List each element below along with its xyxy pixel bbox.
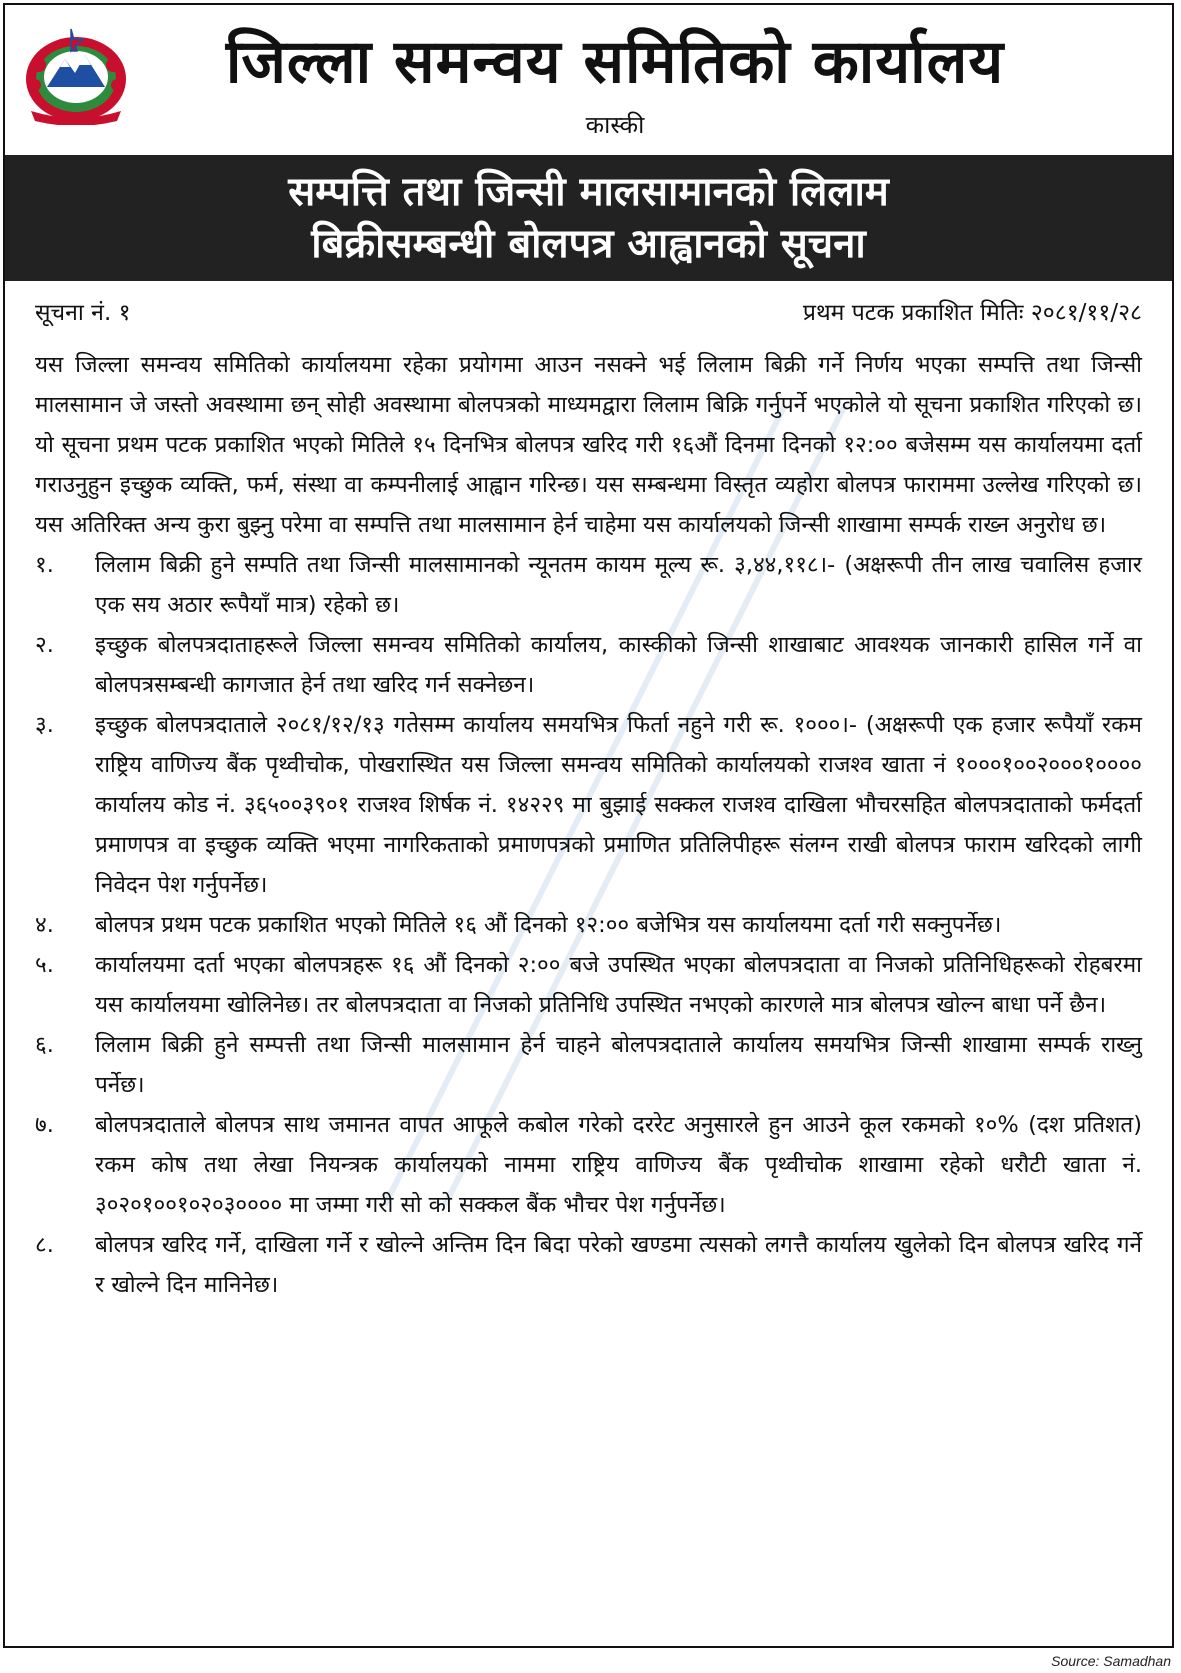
- item-number: ५.: [35, 952, 54, 978]
- source-credit: Source: Samadhan: [1051, 1653, 1171, 1669]
- notice-body: [35, 345, 1142, 1305]
- item-number: १.: [35, 552, 54, 578]
- notice-number: सूचना नं. १: [35, 300, 131, 326]
- item-text: लिलाम बिक्री हुने सम्पति तथा जिन्सी मालसामानको न्यूनतम कायम मूल्य रू. ३,४४,११८।- (अक्षरूपी तीन लाख चवालिस हजार एक सय अठार रूपैयाँ मात्र) रहेको छ।: [95, 552, 1142, 618]
- item-number: ३.: [35, 712, 54, 738]
- item-text: इच्छुक बोलपत्रदाताले २०८१/१२/१३ गतेसम्म कार्यालय समयभित्र फिर्ता नहुने गरी रू. १०००।- (अक्षरूपी एक हजार रूपैयाँ रकम राष्ट्रिय वाणिज्य बैंक पृथ्वीचोक, पोखरास्थित यस जिल्ला समन्वय समितिको कार्यालयको राजश्व खाता नं १०००१००२०००१०००० कार्यालय कोड नं. ३६५००३९०१ राजश्व शिर्षक नं. १४२२९ मा बुझाई सक्कल राजश्व दाखिला भौचरसहित बोलपत्रदाताको फर्मदर्ता प्रमाणपत्र वा इच्छुक व्यक्ति भएमा नागरिकताको प्रमाणपत्रको प्रमाणित प्रतिलिपीहरू संलग्न राखी बोलपत्र फाराम खरिदको लागी निवेदन पेश गर्नुपर्नेछ।: [95, 712, 1142, 898]
- banner-line-1: सम्पत्ति तथा जिन्सी मालसामानको लिलाम: [288, 169, 889, 215]
- list-item: [35, 1225, 1142, 1305]
- list-item: [35, 1025, 1142, 1105]
- list-item: [35, 625, 1142, 705]
- notice-banner: [5, 155, 1172, 281]
- item-text: बोलपत्र खरिद गर्ने, दाखिला गर्ने र खोल्ने अन्तिम दिन बिदा परेको खण्डमा त्यसको लगत्तै कार्यालय खुलेको दिन बोलपत्र खरिद गर्ने र खोल्ने दिन मानिनेछ।: [95, 1232, 1142, 1298]
- list-item: [35, 1105, 1142, 1225]
- item-text: लिलाम बिक्री हुने सम्पत्ती तथा जिन्सी मालसामान हेर्न चाहने बोलपत्रदाताले कार्यालय समयभित्र जिन्सी शाखामा सम्पर्क राख्नु पर्नेछ।: [95, 1032, 1142, 1098]
- notice-frame: [3, 3, 1174, 1648]
- list-item: [35, 705, 1142, 905]
- item-text: बोलपत्रदाताले बोलपत्र साथ जमानत वापत आफूले कबोल गरेको दररेट अनुसारले हुन आउने कूल रकमको १०% (दश प्रतिशत) रकम कोष तथा लेखा नियन्त्रक कार्यालयको नाममा राष्ट्रिय वाणिज्य बैंक पृथ्वीचोक शाखामा रहेको धरौटी खाता नं. ३०२०१००१०२०३०००० मा जम्मा गरी सो को सक्कल बैंक भौचर पेश गर्नुपर्नेछ।: [95, 1112, 1142, 1218]
- publish-date: प्रथम पटक प्रकाशित मितिः २०८१/११/२८: [802, 300, 1142, 326]
- item-text: बोलपत्र प्रथम पटक प्रकाशित भएको मितिले १६ औं दिनको १२:०० बजेभित्र यस कार्यालयमा दर्ता गरी सक्नुपर्नेछ।: [95, 912, 1002, 938]
- item-number: २.: [35, 632, 54, 658]
- condition-list: [35, 545, 1142, 1305]
- header: [5, 5, 1172, 153]
- office-title: जिल्ला समन्वय समितिको कार्यालय: [225, 27, 1005, 97]
- notice-meta: [35, 295, 1142, 327]
- list-item: [35, 905, 1142, 945]
- item-text: कार्यालयमा दर्ता भएका बोलपत्रहरू १६ औं दिनको २:०० बजे उपस्थित भएका बोलपत्रदाता वा निजको प्रतिनिधिहरूको रोहबरमा यस कार्यालयमा खोलिनेछ। तर बोलपत्रदाता वा निजको प्रतिनिधि उपस्थित नभएको कारणले मात्र बोलपत्र खोल्न बाधा पर्ने छैन।: [95, 952, 1142, 1018]
- list-item: [35, 945, 1142, 1025]
- intro-paragraph: यस जिल्ला समन्वय समितिको कार्यालयमा रहेका प्रयोगमा आउन नसक्ने भई लिलाम बिक्री गर्ने निर्णय भएका सम्पत्ति तथा जिन्सी मालसामान जे जस्तो अवस्थामा छन् सोही अवस्थामा बोलपत्रको माध्यमद्वारा लिलाम बिक्रि गर्नुपर्ने भएकोले यो सूचना प्रकाशित गरिएको छ। यो सूचना प्रथम पटक प्रकाशित भएको मितिले १५ दिनभित्र बोलपत्र खरिद गरी १६औं दिनमा दिनको १२:०० बजेसम्म यस कार्यालयमा दर्ता गराउनुहुन इच्छुक व्यक्ति, फर्म, संस्था वा कम्पनीलाई आह्वान गरिन्छ। यस सम्बन्धमा विस्तृत व्यहोरा बोलपत्र फाराममा उल्लेख गरिएको छ। यस अतिरिक्त अन्य कुरा बुझ्नु परेमा वा सम्पत्ति तथा मालसामान हेर्न चाहेमा यस कार्यालयको जिन्सी शाखामा सम्पर्क राख्न अनुरोध छ।: [35, 352, 1142, 538]
- nepal-emblem-icon: [17, 25, 135, 125]
- list-item: [35, 545, 1142, 625]
- item-number: ८.: [35, 1232, 54, 1258]
- item-number: ४.: [35, 912, 54, 938]
- item-number: ७.: [35, 1112, 54, 1138]
- item-text: इच्छुक बोलपत्रदाताहरूले जिल्ला समन्वय समितिको कार्यालय, कास्कीको जिन्सी शाखाबाट आवश्यक जानकारी हासिल गर्ने वा बोलपत्रसम्बन्धी कागजात हेर्न तथा खरिद गर्न सक्नेछन।: [95, 632, 1142, 698]
- item-number: ६.: [35, 1032, 54, 1058]
- banner-line-2: बिक्रीसम्बन्धी बोलपत्र आह्वानको सूचना: [311, 221, 866, 267]
- office-location: कास्की: [585, 111, 645, 139]
